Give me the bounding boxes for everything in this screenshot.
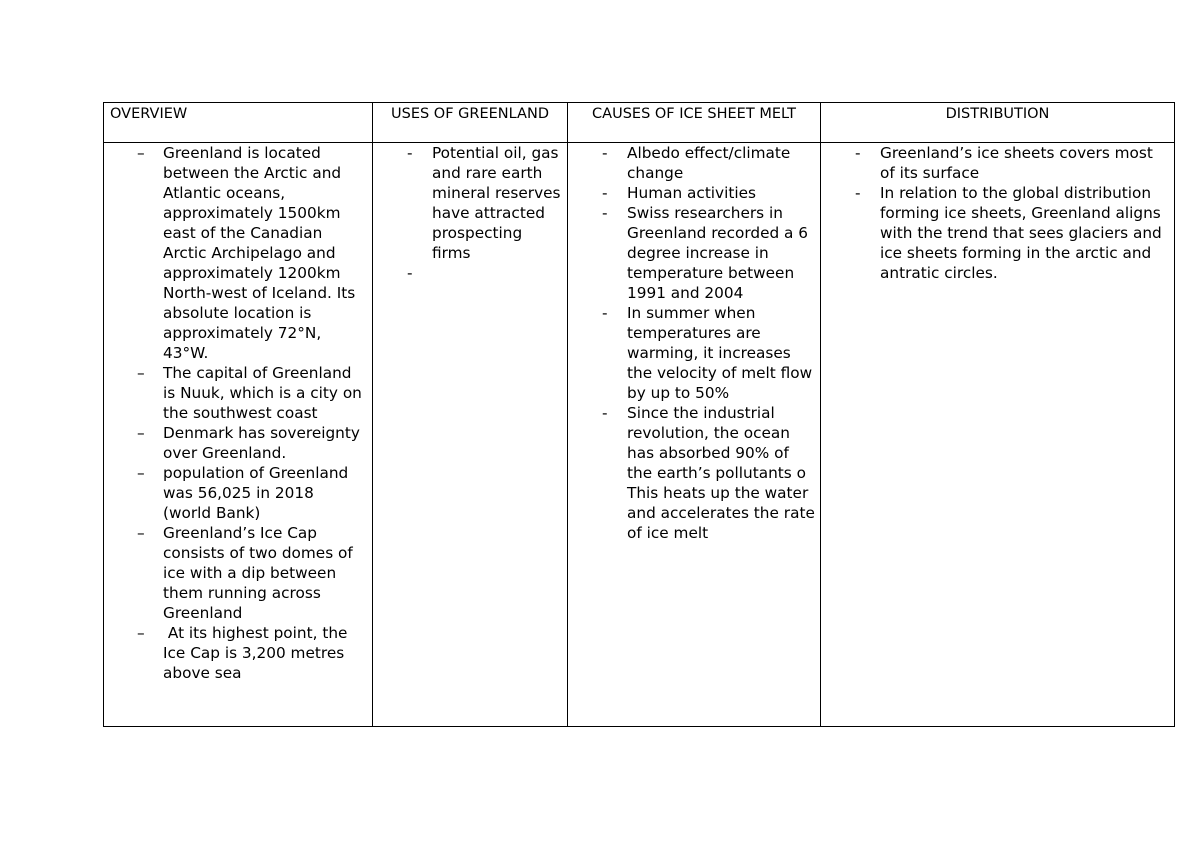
bullet-marker: – xyxy=(137,424,145,442)
list-item xyxy=(137,423,366,463)
overview-list xyxy=(137,143,367,683)
header-uses: USES OF GREENLAND xyxy=(373,103,568,143)
list-item-text: In relation to the global distribution forming ice sheets, Greenland aligns with the trend that sees glaciers and ice sheets forming in the arctic and antratic circles. xyxy=(880,184,1167,282)
bullet-marker: - xyxy=(855,184,861,202)
list-item xyxy=(602,403,820,543)
uses-cell xyxy=(373,143,568,727)
list-item xyxy=(602,143,816,183)
list-item xyxy=(602,183,816,203)
list-item xyxy=(137,463,366,523)
bullet-marker: - xyxy=(602,144,608,162)
list-item xyxy=(137,623,366,683)
uses-list xyxy=(407,143,566,283)
bullet-marker: - xyxy=(602,404,608,422)
bullet-marker: – xyxy=(137,144,145,162)
list-item-text: Potential oil, gas and rare earth mineral reserves have attracted prospecting firms xyxy=(432,144,566,262)
list-item-text: Greenland’s ice sheets covers most of its surface xyxy=(880,144,1158,182)
list-item xyxy=(602,203,816,303)
bullet-marker: - xyxy=(855,144,861,162)
causes-cell xyxy=(568,143,821,727)
list-item-text: At its highest point, the Ice Cap is 3,200 metres above sea xyxy=(163,624,353,682)
causes-list xyxy=(602,143,820,543)
list-item xyxy=(855,183,1168,283)
bullet-marker: - xyxy=(602,204,608,222)
list-item-text: The capital of Greenland is Nuuk, which is a city on the southwest coast xyxy=(163,364,367,422)
bullet-marker: - xyxy=(602,304,608,322)
bullet-marker: – xyxy=(137,464,145,482)
distribution-list xyxy=(855,143,1168,283)
overview-cell xyxy=(104,143,373,727)
body-row xyxy=(104,143,1175,727)
notes-table xyxy=(103,102,1175,727)
list-item xyxy=(855,143,1168,183)
list-item-text: Denmark has sovereignty over Greenland. xyxy=(163,424,365,462)
list-item xyxy=(407,143,566,263)
bullet-marker: – xyxy=(137,624,145,642)
list-item-text: Swiss researchers in Greenland recorded a 6 degree increase in temperature between 1991 and 2004 xyxy=(627,204,813,302)
distribution-cell xyxy=(821,143,1175,727)
header-causes: CAUSES OF ICE SHEET MELT xyxy=(568,103,821,143)
bullet-marker: - xyxy=(407,264,413,282)
list-item xyxy=(407,263,563,283)
header-row xyxy=(104,103,1175,143)
bullet-marker: - xyxy=(602,184,608,202)
list-item-text: Since the industrial revolution, the ocean has absorbed 90% of the earth’s pollutants o This heats up the water and accelerates the rate of ice melt xyxy=(627,404,820,542)
bullet-marker: - xyxy=(407,144,413,162)
list-item xyxy=(137,523,366,623)
list-item-text: Greenland’s Ice Cap consists of two domes of ice with a dip between them running across Greenland xyxy=(163,524,358,622)
header-overview: OVERVIEW xyxy=(104,103,373,143)
bullet-marker: – xyxy=(137,364,145,382)
header-distribution: DISTRIBUTION xyxy=(821,103,1175,143)
list-item xyxy=(137,363,367,423)
list-item-text: Greenland is located between the Arctic and Atlantic oceans, approximately 1500km east of the Canadian Arctic Archipelago and approximately 1200km North-west of Iceland. Its absolute location is approximately 72°N, 43°W. xyxy=(163,144,361,362)
list-item-text: Human activities xyxy=(627,184,756,202)
list-item-text: population of Greenland was 56,025 in 2018 (world Bank) xyxy=(163,464,354,522)
list-item-text: In summer when temperatures are warming, it increases the velocity of melt flow by up to 50% xyxy=(627,304,818,402)
list-item xyxy=(137,143,366,363)
list-item-text: Albedo effect/climate change xyxy=(627,144,796,182)
bullet-marker: – xyxy=(137,524,145,542)
list-item xyxy=(602,303,818,403)
